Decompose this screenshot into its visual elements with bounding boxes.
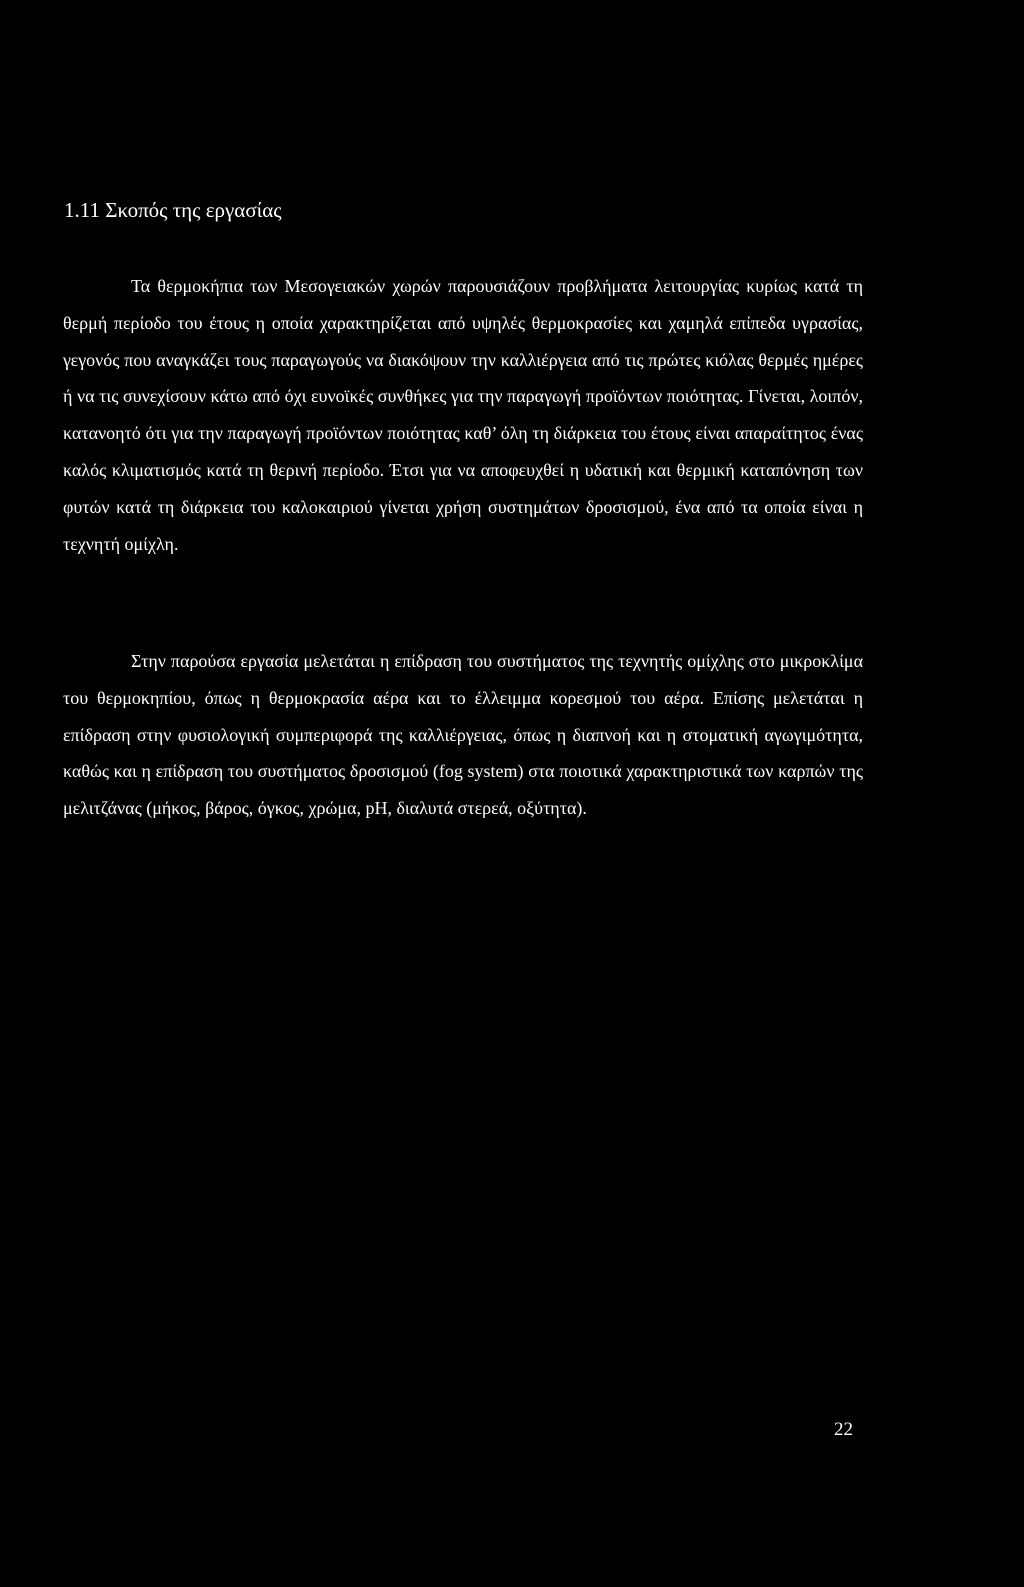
section-title-text: Σκοπός της εργασίας: [105, 198, 282, 222]
section-title: [64, 196, 282, 224]
section-number: 1.11: [64, 198, 100, 222]
paragraph-1: Τα θερμοκήπια των Μεσογειακών χωρών παρουσιάζουν προβλήματα λειτουργίας κυρίως κατά τη θερμή περίοδο του έτους η οποία χαρακτηρίζεται από υψηλές θερμοκρασίες και χαμηλά επίπεδα υγρασίας, γεγονός που αναγκάζει τους παραγωγούς να διακόψουν την καλλιέργεια από τις πρώτες κιόλας θερμές ημέρες ή να τις συνεχίσουν κάτω από όχι ευνοϊκές συνθήκες για την παραγωγή προϊόντων ποιότητας. Γίνεται, λοιπόν, κατανοητό ότι για την παραγωγή προϊόντων ποιότητας καθ’ όλη τη διάρκεια του έτους είναι απαραίτητος ένας καλός κλιματισμός κατά τη θερινή περίοδο. Έτσι για να αποφευχθεί η υδατική και θερμική καταπόνηση των φυτών κατά τη διάρκεια του καλοκαιριού γίνεται χρήση συστημάτων δροσισμού, ένα από τα οποία είναι η τεχνητή ομίχλη.: [63, 276, 863, 554]
page-number: 22: [834, 1419, 853, 1440]
paragraph-2: Στην παρούσα εργασία μελετάται η επίδραση του συστήματος της τεχνητής ομίχλης στο μικροκλίμα του θερμοκηπίου, όπως η θερμοκρασία αέρα και το έλλειμμα κορεσμού του αέρα. Επίσης μελετάται η επίδραση στην φυσιολογική συμπεριφορά της καλλιέργειας, όπως η διαπνοή και η στοματική αγωγιμότητα, καθώς και η επίδραση του συστήματος δροσισμού (fog system) στα ποιοτικά χαρακτηριστικά των καρπών της μελιτζάνας (μήκος, βάρος, όγκος, χρώμα, pH, διαλυτά στερεά, οξύτητα).: [63, 651, 863, 819]
